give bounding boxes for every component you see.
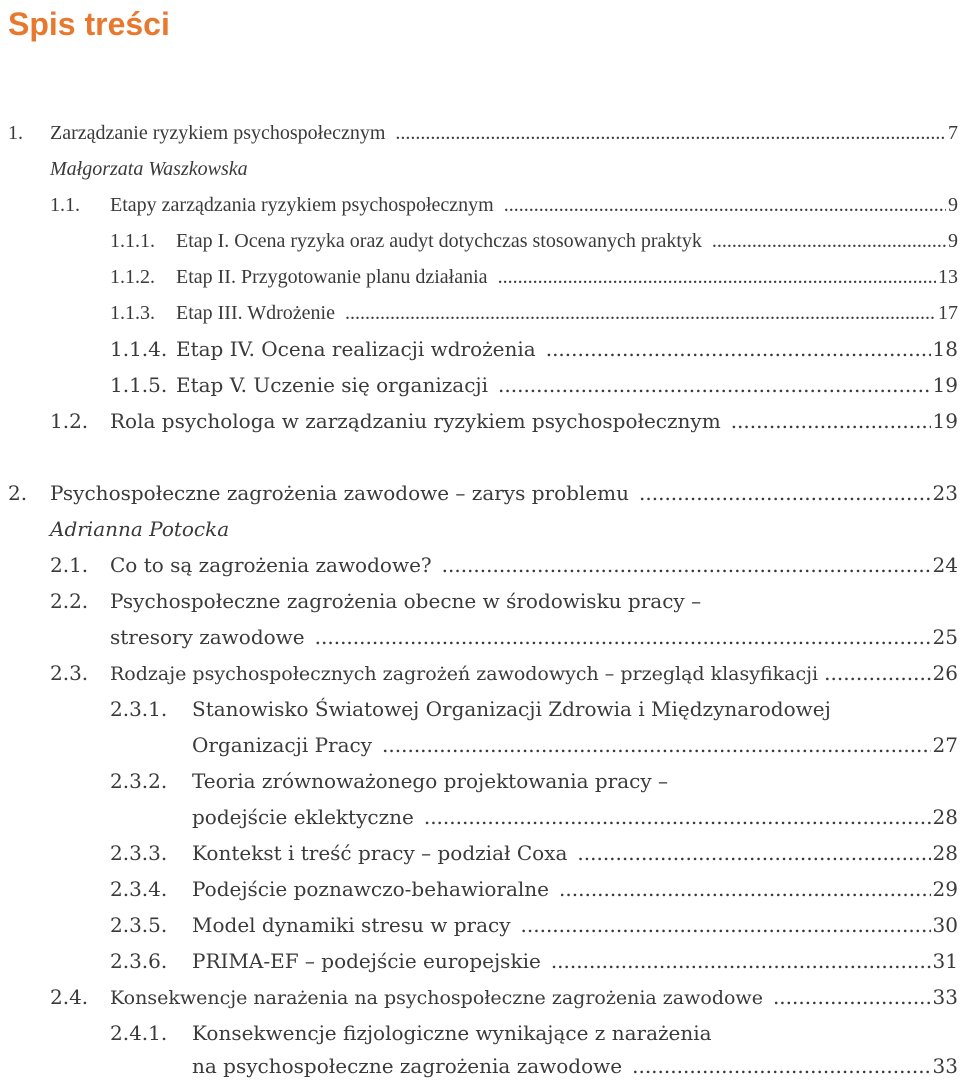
toc-entry xyxy=(0,763,960,799)
toc-entry-number: 2.3.3. xyxy=(110,841,168,865)
toc-entry-number: 1.1.1. xyxy=(110,230,155,252)
toc-entry-page: 17 xyxy=(938,302,958,324)
toc-entry-line xyxy=(192,871,958,907)
toc-entry-line xyxy=(192,1048,958,1084)
toc-entry-page: 9 xyxy=(948,194,958,216)
toc-entry-title: Kontekst i treść pracy – podział Coxa xyxy=(192,841,568,865)
toc-entry-title: Psychospołeczne zagrożenia obecne w środowisku pracy – xyxy=(110,589,702,613)
toc-entry-number: 2.3.6. xyxy=(110,949,168,973)
toc-entry-title: podejście eklektyczne xyxy=(192,805,414,829)
toc-entry-number: 1.1. xyxy=(50,194,80,216)
toc-entry-line xyxy=(110,979,958,1016)
toc-entry-title: Etap IV. Ocena realizacji wdrożenia xyxy=(176,337,536,361)
toc-entry xyxy=(0,115,960,151)
toc-entry-title: Etap I. Ocena ryzyka oraz audyt dotychczas stosowanych praktyk xyxy=(176,230,702,252)
toc-entry xyxy=(0,691,960,727)
dot-leader xyxy=(504,187,946,223)
toc-entry-page: 13 xyxy=(938,266,958,288)
toc-entry-page: 33 xyxy=(932,1054,958,1078)
toc-entry-line xyxy=(176,331,958,367)
toc-entry-line xyxy=(192,799,958,835)
toc-entry-number: 2.2. xyxy=(50,589,89,613)
toc-entry-line xyxy=(110,403,958,439)
toc-entry-title: Co to są zagrożenia zawodowe? xyxy=(110,553,432,577)
toc-entry-number: 1.1.4. xyxy=(110,337,168,361)
toc-entry xyxy=(0,259,960,295)
toc-entry-number: 1.1.2. xyxy=(110,266,155,288)
toc-entry-title: Etapy zarządzania ryzykiem psychospołecznym xyxy=(110,194,494,216)
toc-entry xyxy=(0,475,960,511)
toc-entry-continuation xyxy=(0,619,960,655)
toc-entry-line xyxy=(192,943,958,979)
toc-entry-line xyxy=(176,223,958,259)
toc-entry-number: 2.3. xyxy=(50,661,89,685)
toc-entry-number: 2.4. xyxy=(50,985,89,1009)
toc-entry xyxy=(0,979,960,1015)
toc-entry xyxy=(0,907,960,943)
toc-entry-number: 2.3.2. xyxy=(110,769,168,793)
toc-entry-line xyxy=(50,115,958,151)
toc-entry xyxy=(0,547,960,583)
dot-leader xyxy=(824,655,930,691)
dot-leader xyxy=(632,1048,930,1084)
toc-entry-number: 1.1.3. xyxy=(110,302,155,324)
dot-leader xyxy=(577,835,930,871)
toc-entry-number: 2.1. xyxy=(50,553,89,577)
toc-entry-page: 33 xyxy=(932,985,958,1009)
toc-entry-page: 27 xyxy=(932,733,958,757)
dot-leader xyxy=(546,331,931,367)
toc-entry-line xyxy=(192,907,958,943)
toc-entry-page: 9 xyxy=(948,230,958,252)
toc-entry-line xyxy=(176,295,958,331)
dot-leader xyxy=(498,259,936,295)
toc-entry-page: 23 xyxy=(932,481,958,505)
toc-entry-line xyxy=(176,367,958,403)
toc-entry xyxy=(0,187,960,223)
author-name: Małgorzata Waszkowska xyxy=(50,158,248,180)
toc-entry-title: Konsekwencje fizjologiczne wynikające z narażenia xyxy=(192,1021,712,1045)
toc-entry-title: Psychospołeczne zagrożenia zawodowe – zarys problemu xyxy=(50,481,630,505)
dot-leader xyxy=(382,727,931,763)
toc-entry-title: Rodzaje psychospołecznych zagrożeń zawodowych – przegląd klasyfikacji xyxy=(110,663,819,685)
toc-entry-title: Zarządzanie ryzykiem psychospołecznym xyxy=(50,122,386,144)
toc-entry xyxy=(0,223,960,259)
toc-entry-title: PRIMA-EF – podejście europejskie xyxy=(192,949,541,973)
toc-entry-title: na psychospołeczne zagrożenia zawodowe xyxy=(192,1054,623,1078)
toc-entry-line xyxy=(110,655,958,692)
toc-entry xyxy=(0,943,960,979)
toc-entry-number: 1. xyxy=(8,122,23,144)
toc-entry-title: Etap II. Przygotowanie planu działania xyxy=(176,266,488,288)
toc-entry-page: 29 xyxy=(932,877,958,901)
toc-entry-number: 1.2. xyxy=(50,409,89,433)
toc-author xyxy=(0,151,960,187)
toc-entry-continuation xyxy=(0,799,960,835)
toc-entry-line xyxy=(110,619,958,655)
toc-entry-page: 19 xyxy=(932,373,958,397)
toc-entry-title: Stanowisko Światowej Organizacji Zdrowia i Międzynarodowej xyxy=(192,697,831,721)
toc-entry-page: 19 xyxy=(932,409,958,433)
toc-entry-line xyxy=(50,475,958,511)
toc-entry-number: 2.3.1. xyxy=(110,697,168,721)
dot-leader xyxy=(639,475,931,511)
dot-leader xyxy=(315,619,931,655)
toc-entry xyxy=(0,1015,960,1051)
toc-entry xyxy=(0,655,960,691)
toc-entry-title: Konsekwencje narażenia na psychospołeczne zagrożenia zawodowe xyxy=(110,987,763,1009)
toc-entry-line xyxy=(192,835,958,871)
toc-entry xyxy=(0,295,960,331)
dot-leader xyxy=(559,871,931,907)
toc-entry-title: Etap V. Uczenie się organizacji xyxy=(176,373,489,397)
dot-leader xyxy=(395,115,946,151)
toc-entry xyxy=(0,871,960,907)
toc-author xyxy=(0,511,960,547)
toc-entry-line xyxy=(192,727,958,763)
toc-entry xyxy=(0,367,960,403)
toc-entry-line xyxy=(176,259,958,295)
toc-entry-page: 26 xyxy=(932,661,958,685)
dot-leader xyxy=(345,295,936,331)
toc-entry-number: 2.4.1. xyxy=(110,1021,168,1045)
toc-entry-continuation xyxy=(0,727,960,763)
toc-entry-title: Organizacji Pracy xyxy=(192,733,373,757)
dot-leader xyxy=(712,223,946,259)
toc-entry-page: 25 xyxy=(932,625,958,649)
toc-entry-number: 2.3.5. xyxy=(110,913,168,937)
toc-entry-page: 30 xyxy=(932,913,958,937)
toc-entry-number: 2. xyxy=(8,481,28,505)
toc-entry-page: 31 xyxy=(932,949,958,973)
toc-entry-page: 28 xyxy=(932,841,958,865)
toc-entry-number: 1.1.5. xyxy=(110,373,168,397)
toc-entry-title: stresory zawodowe xyxy=(110,625,305,649)
toc-entry-page: 24 xyxy=(932,553,958,577)
toc-entry xyxy=(0,583,960,619)
toc-entry xyxy=(0,403,960,439)
author-name: Adrianna Potocka xyxy=(50,517,230,541)
dot-leader xyxy=(442,547,931,583)
toc-entry-page: 28 xyxy=(932,805,958,829)
toc-entry-continuation xyxy=(0,1048,960,1084)
dot-leader xyxy=(551,943,931,979)
toc-entry-title: Teoria zrównoważonego projektowania pracy – xyxy=(192,769,669,793)
toc-entry-title: Etap III. Wdrożenie xyxy=(176,302,335,324)
toc-entry-title: Podejście poznawczo-behawioralne xyxy=(192,877,550,901)
toc-entry-number: 2.3.4. xyxy=(110,877,168,901)
dot-leader xyxy=(731,403,931,439)
dot-leader xyxy=(498,367,931,403)
dot-leader xyxy=(773,979,931,1015)
page-title: Spis treści xyxy=(8,6,170,42)
toc-entry-page: 18 xyxy=(932,337,958,361)
toc-entry-line xyxy=(110,187,958,223)
toc-entry xyxy=(0,835,960,871)
dot-leader xyxy=(424,799,931,835)
toc-entry-title: Rola psychologa w zarządzaniu ryzykiem psychospołecznym xyxy=(110,409,721,433)
toc-entry-title: Model dynamiki stresu w pracy xyxy=(192,913,511,937)
toc-entry xyxy=(0,331,960,367)
toc-entry-line xyxy=(110,547,958,583)
toc-entry-page: 7 xyxy=(948,122,958,144)
dot-leader xyxy=(521,907,931,943)
